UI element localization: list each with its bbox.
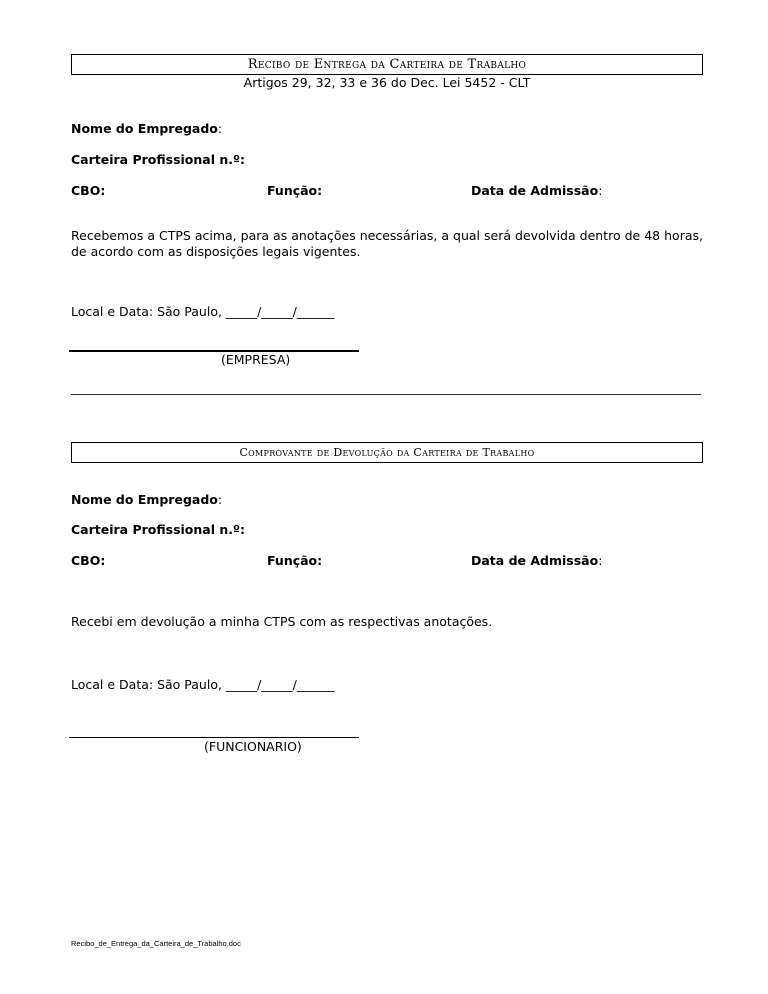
- company-signature-line: [69, 350, 359, 352]
- cut-separator-line: [71, 394, 701, 395]
- admission-date-field: [471, 553, 602, 568]
- function-field: [267, 553, 322, 568]
- cbo-label: CBO:: [71, 183, 106, 198]
- function-label: Função:: [267, 183, 323, 198]
- company-signature-label: (EMPRESA): [221, 352, 291, 367]
- admission-date-field: [471, 183, 602, 198]
- receipt-title: Recibo de Entrega da Carteira de Trabalho: [71, 54, 703, 75]
- employee-name-label: Nome do Empregado: [71, 121, 218, 136]
- admission-date-label: Data de Admissão: [471, 183, 599, 198]
- work-card-number-label: Carteira Profissional n.º:: [71, 152, 246, 167]
- function-label: Função:: [267, 553, 323, 568]
- work-card-number-field: [71, 152, 245, 167]
- cbo-field: [71, 553, 105, 568]
- employee-signature-label: (FUNCIONARIO): [204, 739, 302, 754]
- local-date-line: Local e Data: São Paulo, _____/_____/______: [71, 304, 335, 319]
- colon: :: [598, 183, 603, 198]
- employee-name-field: [71, 492, 222, 507]
- employee-name-label: Nome do Empregado: [71, 492, 218, 507]
- colon: :: [598, 553, 603, 568]
- admission-date-label: Data de Admissão: [471, 553, 599, 568]
- employee-signature-line: [69, 737, 359, 738]
- employee-name-field: [71, 121, 222, 136]
- work-card-number-field: [71, 522, 245, 537]
- return-proof-title: Comprovante de Devolução da Carteira de Trabalho: [71, 442, 703, 463]
- receipt-subtitle: Artigos 29, 32, 33 e 36 do Dec. Lei 5452 - CLT: [243, 75, 531, 90]
- receipt-paragraph: Recebemos a CTPS acima, para as anotações necessárias, a qual será devolvida dentro de 48 horas, de acordo com as disposições legais vigentes.: [71, 228, 703, 259]
- colon: :: [217, 492, 223, 507]
- colon: :: [217, 121, 223, 136]
- return-paragraph: Recebi em devolução a minha CTPS com as respectivas anotações.: [71, 614, 493, 629]
- document-filename-footer: Recibo_de_Entrega_da_Carteira_de_Trabalho.doc: [71, 939, 241, 948]
- cbo-field: [71, 183, 105, 198]
- work-card-number-label: Carteira Profissional n.º:: [71, 522, 246, 537]
- function-field: [267, 183, 322, 198]
- cbo-label: CBO:: [71, 553, 106, 568]
- local-date-line: Local e Data: São Paulo, _____/_____/______: [71, 677, 335, 692]
